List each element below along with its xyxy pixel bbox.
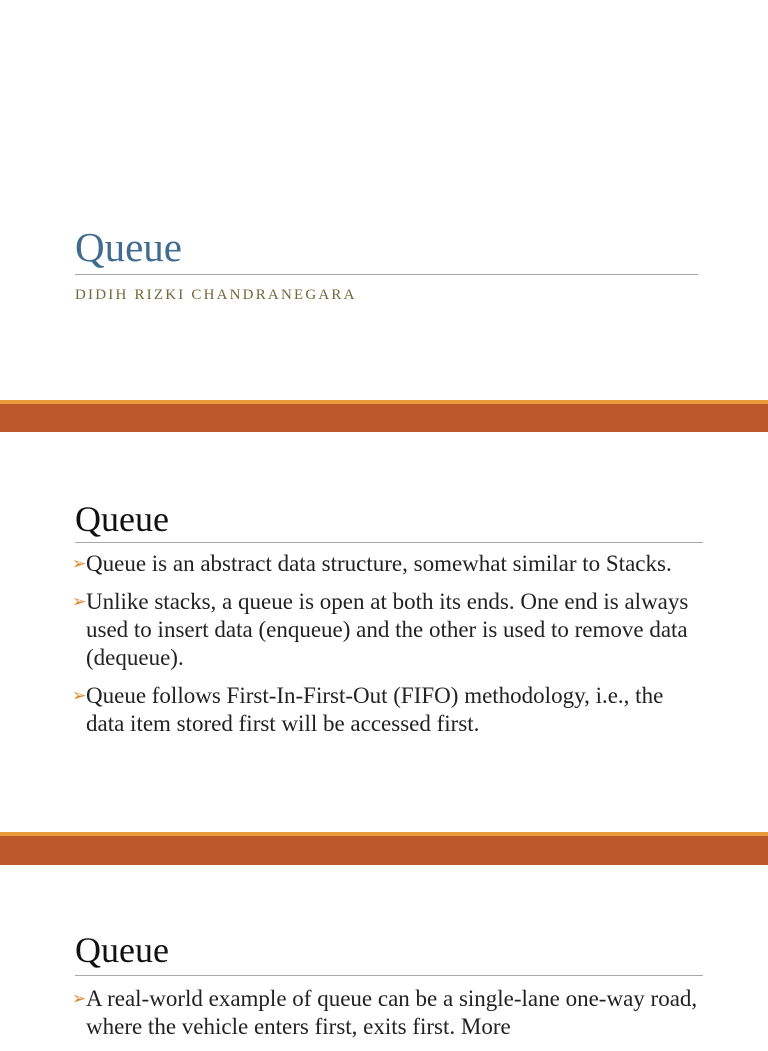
arrow-bullet-icon: ➢ xyxy=(72,989,87,1009)
heading-divider xyxy=(75,542,703,543)
bullet-list xyxy=(72,550,702,748)
list-item: ➢ Unlike stacks, a queue is open at both its ends. One end is always used to insert data (enqueue) and the other is used to remove data (dequeue). xyxy=(72,589,689,670)
list-item: ➢ Queue is an abstract data structure, somewhat similar to Stacks. xyxy=(72,551,672,576)
content-slide-queue-example xyxy=(0,865,768,1039)
slide-separator xyxy=(0,400,768,432)
presentation-title: Queue xyxy=(75,224,183,270)
author-name: DIDIH RIZKI CHANDRANEGARA xyxy=(75,287,357,303)
arrow-bullet-icon: ➢ xyxy=(72,554,87,574)
heading-divider xyxy=(75,975,703,976)
title-divider xyxy=(75,274,698,275)
bullet-list xyxy=(72,985,702,1051)
slide-separator xyxy=(0,832,768,865)
title-slide xyxy=(0,0,768,400)
content-slide-queue-definition xyxy=(0,432,768,832)
arrow-bullet-icon: ➢ xyxy=(72,686,87,706)
arrow-bullet-icon: ➢ xyxy=(72,592,87,612)
slide-heading: Queue xyxy=(75,930,169,970)
slide-heading: Queue xyxy=(75,499,169,539)
list-item: ➢ A real-world example of queue can be a single-lane one-way road, where the vehicle enters first, exits first. More xyxy=(72,986,698,1039)
list-item: ➢ Queue follows First-In-First-Out (FIFO) methodology, i.e., the data item stored first will be accessed first. xyxy=(72,683,664,736)
